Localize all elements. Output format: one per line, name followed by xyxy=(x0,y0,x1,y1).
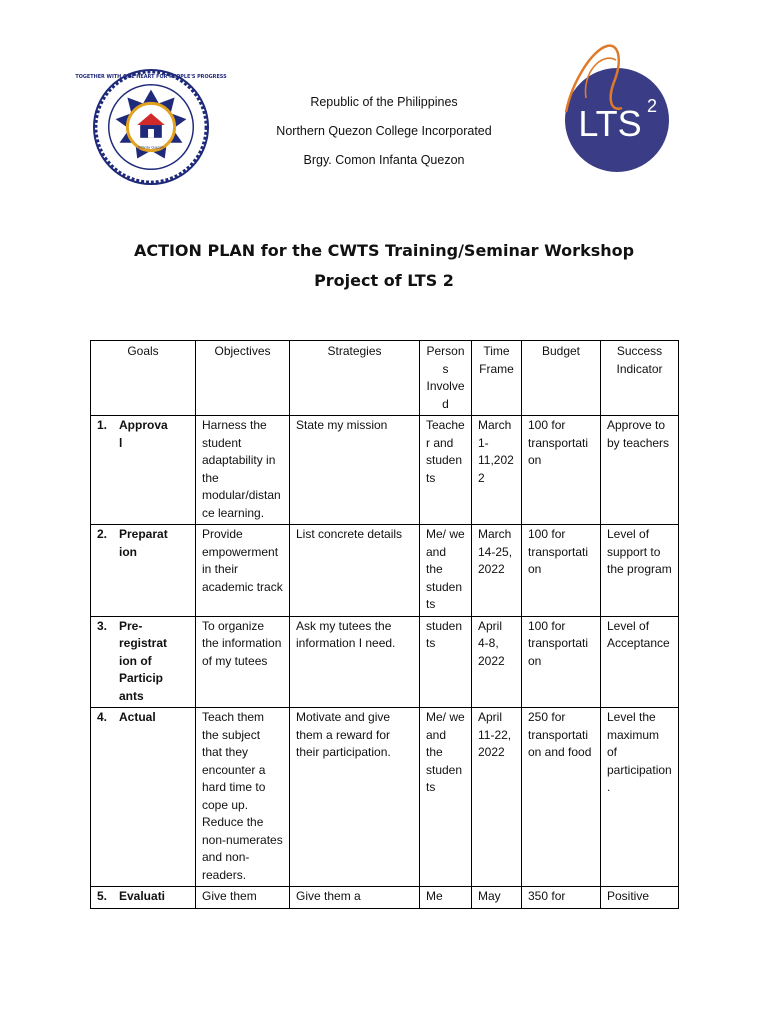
goal-number: 3. xyxy=(97,618,108,633)
header-time-frame: Time Frame xyxy=(472,341,522,416)
goal-number: 1. xyxy=(97,418,108,432)
budget-cell: 250 for transportation and food xyxy=(522,708,601,887)
seal-bottom-text: Infanta Quezon xyxy=(138,145,164,150)
goal-label: Evaluati xyxy=(119,889,166,903)
strategy-cell: Give them a xyxy=(290,887,420,909)
objective-cell: Give them xyxy=(196,887,290,909)
document-header xyxy=(0,0,768,200)
table-row xyxy=(91,416,679,525)
persons-cell: Me/ we and the students xyxy=(420,525,472,617)
goal-cell xyxy=(91,616,196,708)
table-row xyxy=(91,616,679,708)
header-objectives: Objectives xyxy=(196,341,290,416)
indicator-cell: Level of Acceptance xyxy=(601,616,679,708)
goal-cell xyxy=(91,525,196,617)
objective-cell: Harness the student adaptability in the modular/distance learning. xyxy=(196,416,290,525)
goal-label: Approval xyxy=(119,418,168,450)
goal-number: 4. xyxy=(97,710,108,724)
time-cell: April 4-8, 2022 xyxy=(472,616,522,708)
table-row xyxy=(91,887,679,909)
table-header-row xyxy=(91,341,679,416)
header-line-college: Northern Quezon College Incorporated xyxy=(276,124,492,138)
college-seal-logo xyxy=(75,68,227,186)
indicator-cell: Positive xyxy=(601,887,679,909)
lts-logo-text: LTS xyxy=(578,103,642,144)
budget-cell: 350 for xyxy=(522,887,601,909)
budget-cell: 100 for transportation xyxy=(522,525,601,617)
indicator-cell: Level the maximum of participation. xyxy=(601,708,679,887)
header-line-address: Brgy. Comon Infanta Quezon xyxy=(303,153,465,167)
time-cell: May xyxy=(472,887,522,909)
header-budget: Budget xyxy=(522,341,601,416)
goal-cell xyxy=(91,708,196,887)
document-title: ACTION PLAN for the CWTS Training/Seminar Workshop xyxy=(133,241,635,260)
document-subtitle: Project of LTS 2 xyxy=(314,271,454,290)
strategy-cell: List concrete details xyxy=(290,525,420,617)
strategy-cell: State my mission xyxy=(290,416,420,525)
persons-cell: Me/ we and the students xyxy=(420,708,472,887)
lts2-logo xyxy=(552,42,682,172)
lts-logo-superscript: 2 xyxy=(646,96,658,116)
indicator-cell: Level of support to the program xyxy=(601,525,679,617)
seal-ring-text: TOGETHER WITH ONE HEART FOR PEOPLE'S PROGRESS xyxy=(75,73,227,80)
strategy-cell: Ask my tutees the information I need. xyxy=(290,616,420,708)
budget-cell: 100 for transportation xyxy=(522,416,601,525)
persons-cell: Teacher and students xyxy=(420,416,472,525)
time-cell: March 1-11,2022 xyxy=(472,416,522,525)
persons-cell: Me xyxy=(420,887,472,909)
persons-cell: students xyxy=(420,616,472,708)
goal-number: 2. xyxy=(97,527,108,541)
indicator-cell: Approve to by teachers xyxy=(601,416,679,525)
header-persons-involved: Persons Involved xyxy=(420,341,472,416)
header-line-republic: Republic of the Philippines xyxy=(310,95,458,109)
action-plan-table xyxy=(90,340,679,909)
time-cell: March 14-25, 2022 xyxy=(472,525,522,617)
goal-label: Actual xyxy=(119,710,156,724)
goal-label: Pre-registration of Participants xyxy=(119,618,168,703)
objective-cell: To organize the information of my tutees xyxy=(196,616,290,708)
table-row xyxy=(91,525,679,617)
goal-cell xyxy=(91,887,196,909)
table-row xyxy=(91,708,679,887)
header-success-indicator: Success Indicator xyxy=(601,341,679,416)
objective-cell: Provide empowerment in their academic track xyxy=(196,525,290,617)
strategy-cell: Motivate and give them a reward for their participation. xyxy=(290,708,420,887)
goal-number: 5. xyxy=(97,889,108,903)
objective-cell: Teach them the subject that they encounter a hard time to cope up. Reduce the non-numerates and non-readers. xyxy=(196,708,290,887)
time-cell: April 11-22, 2022 xyxy=(472,708,522,887)
goal-cell xyxy=(91,416,196,525)
header-goals: Goals xyxy=(91,341,196,416)
goal-label: Preparation xyxy=(119,527,168,559)
header-strategies: Strategies xyxy=(290,341,420,416)
budget-cell: 100 for transportation xyxy=(522,616,601,708)
